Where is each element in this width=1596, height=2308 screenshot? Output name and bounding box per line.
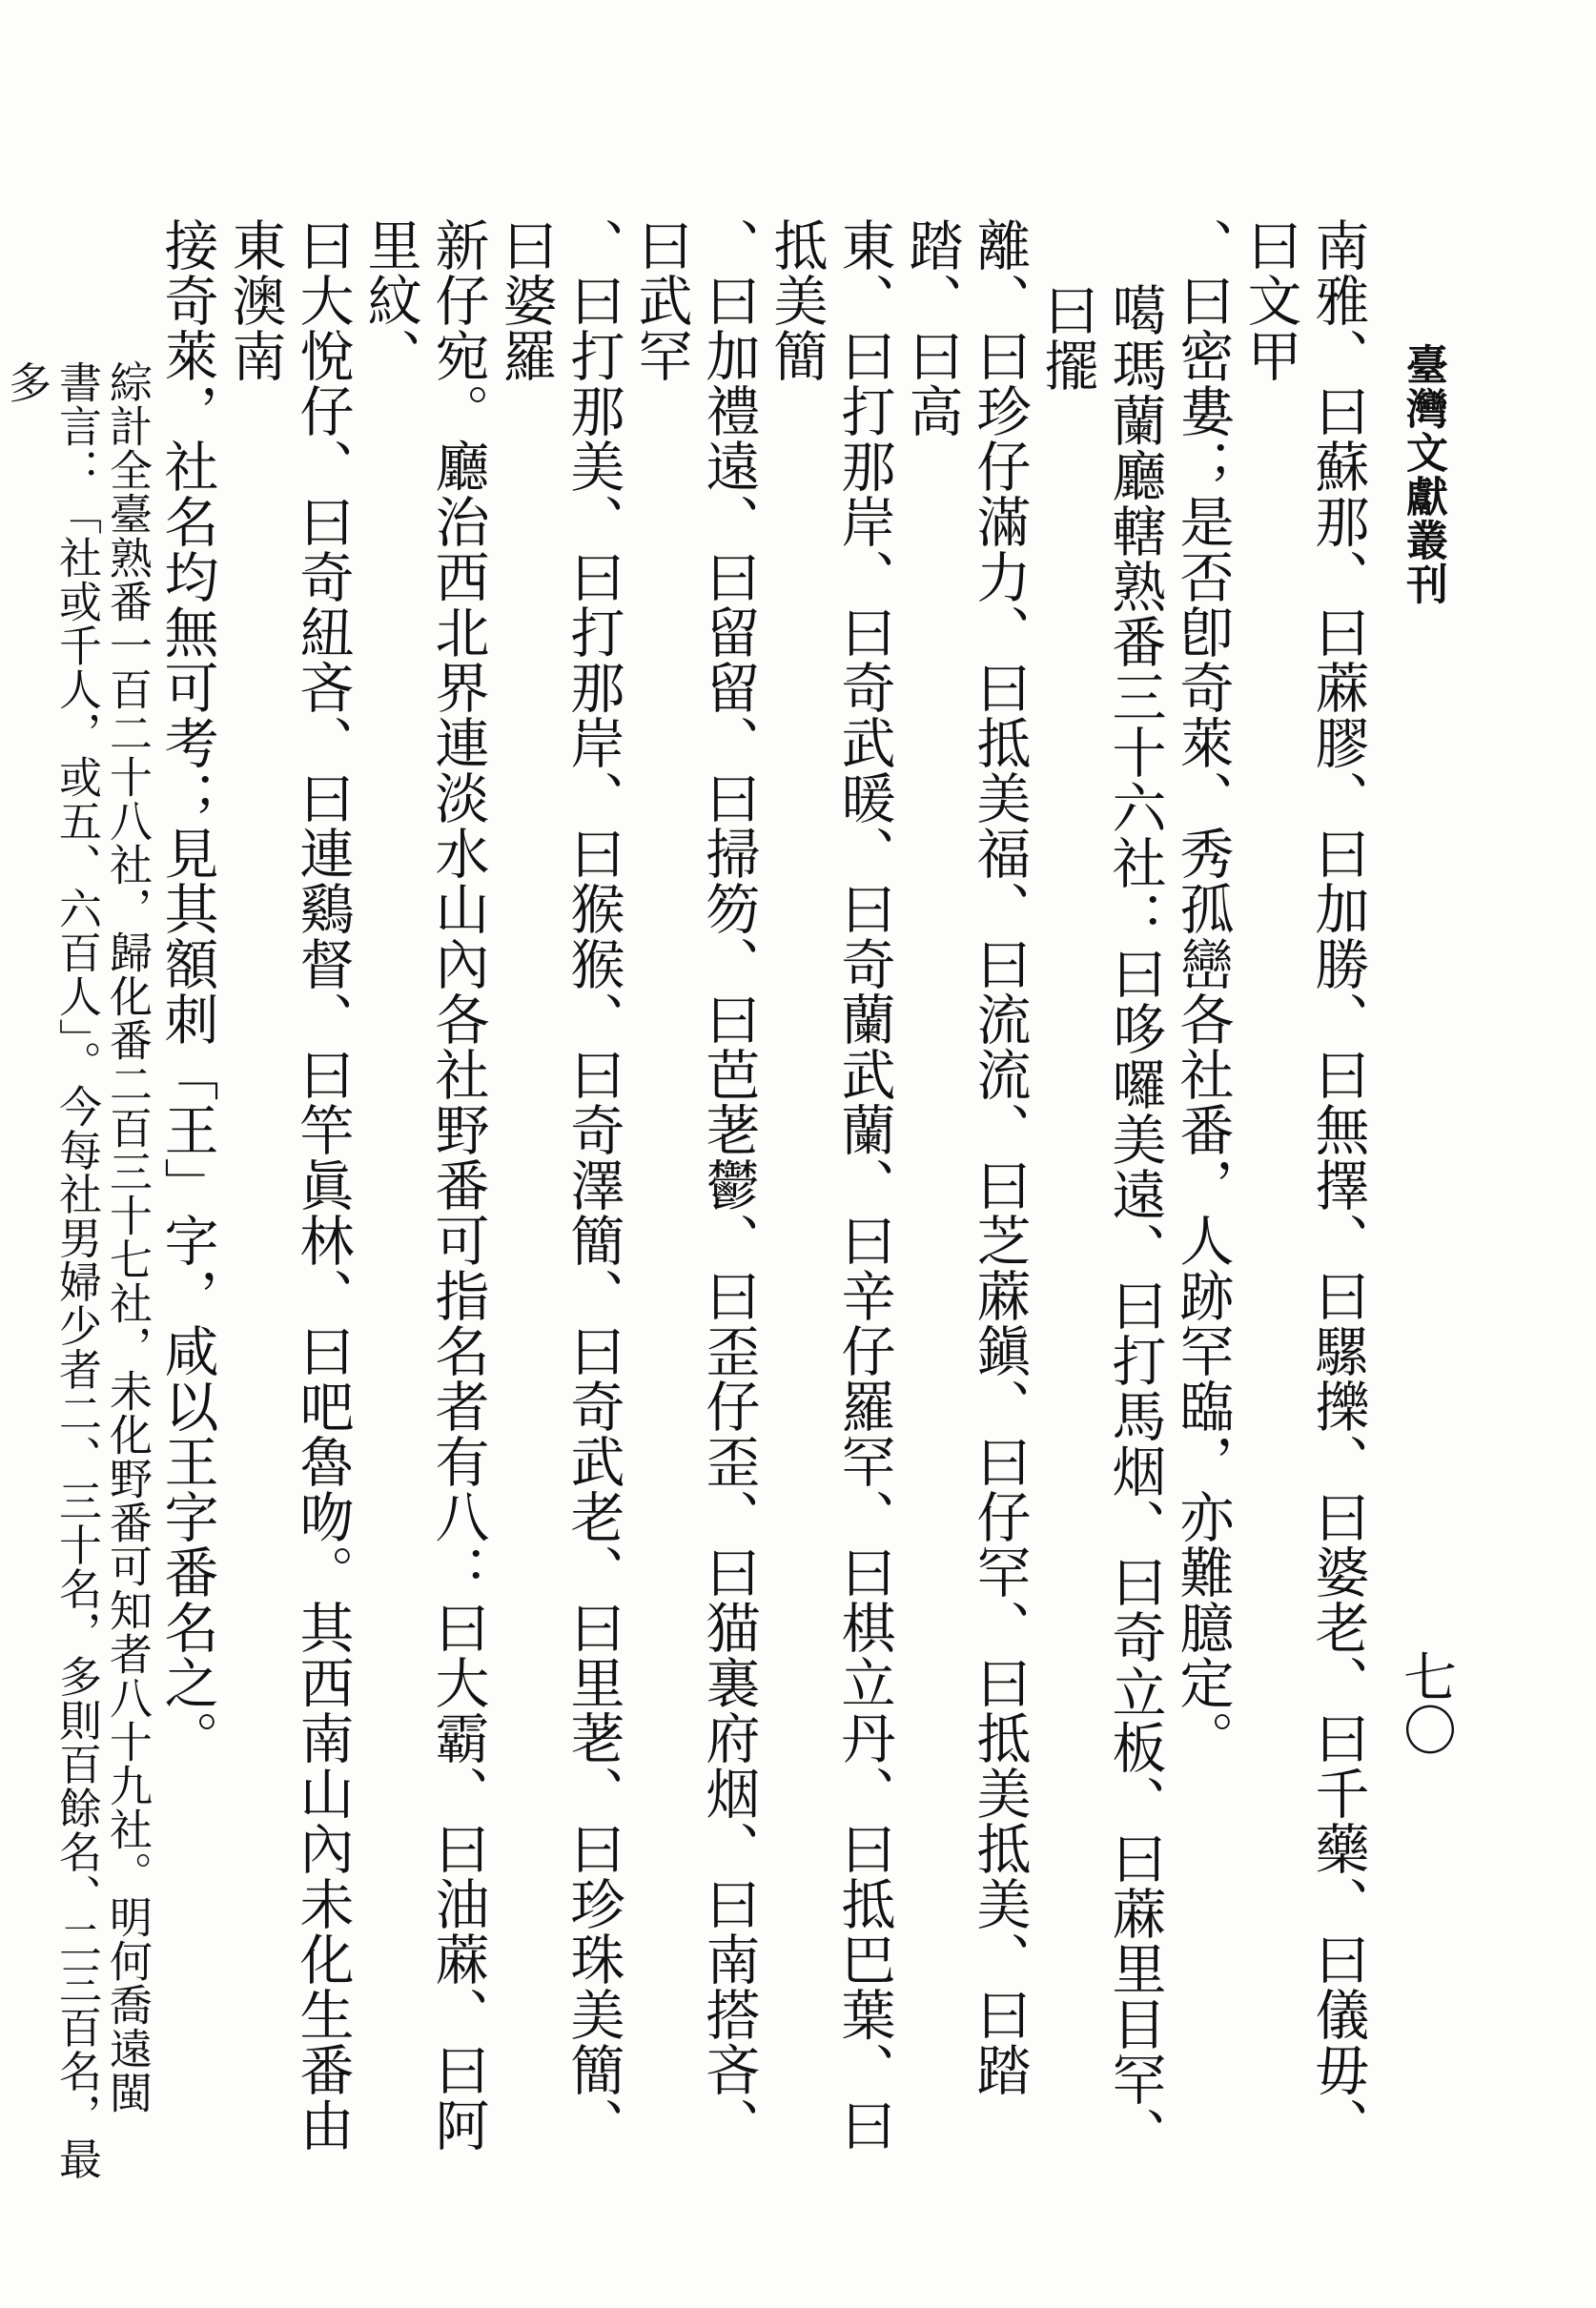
annotation-column: 書言：「社或千人，或五、六百人」。今每社男婦少者二、三十名，多則百餘名、二三百名，最多 — [1, 360, 102, 2181]
text-column: 噶瑪蘭廳轄熟番三十六社：曰哆囉美遠、曰打馬烟、曰奇立板、曰蔴里目罕、曰擺 — [1035, 282, 1166, 2162]
text-column: 離、曰珍仔滿力、曰抵美福、曰流流、曰芝蔴鎭、曰仔罕、曰抵美抵美、曰踏踏、曰高 — [900, 217, 1031, 2097]
running-header-title: 臺灣文獻叢刊 — [1399, 343, 1447, 606]
text-column: 、曰密婁；是否卽奇萊、秀孤巒各社番，人跡罕臨，亦難臆定。 — [1171, 217, 1234, 1766]
text-column: 曰大悅仔、曰奇紐吝、曰連鷄督、曰竿眞林、曰吧魯吻。其西南山內未化生番由東澳南 — [223, 217, 354, 2153]
text-column: 東、曰打那岸、曰奇武暖、曰奇蘭武蘭、曰辛仔羅罕、曰棋立丹、曰抵巴葉、曰抵美簡 — [765, 217, 895, 2153]
text-column: 、曰打那美、曰打那岸、曰猴猴、曰奇澤簡、曰奇武老、曰里荖、曰珍珠美簡、曰婆羅 — [494, 217, 624, 2153]
annotation-block — [0, 217, 153, 2181]
annotation-column — [0, 360, 1, 2181]
text-column: 南雅、曰蘇那、曰蔴膠、曰加勝、曰無擇、曰騾擽、曰婆老、曰千藥、曰儀毋、曰文甲 — [1238, 217, 1369, 2153]
vertical-text-body — [1, 217, 1371, 2181]
text-column: 、曰加禮遠、曰留留、曰掃笏、曰芭荖鬱、曰歪仔歪、曰猫裏府烟、曰南搭吝、曰武罕 — [629, 217, 760, 2153]
page-number: 七〇 — [1395, 1649, 1457, 1756]
annotation-column: 綜計全臺熟番一百二十八社，歸化番二百三十七社，未化野番可知者八十九社。明何喬遠閩 — [102, 360, 153, 2114]
text-column: 新仔宛。廳治西北界連淡水山內各社野番可指名者有八：曰大霸、曰油蔴、曰阿里紋、 — [358, 217, 489, 2153]
text-column: 接奇萊，社名均無可考；見其額刺「王」字，咸以王字番名之。 — [155, 217, 218, 1766]
